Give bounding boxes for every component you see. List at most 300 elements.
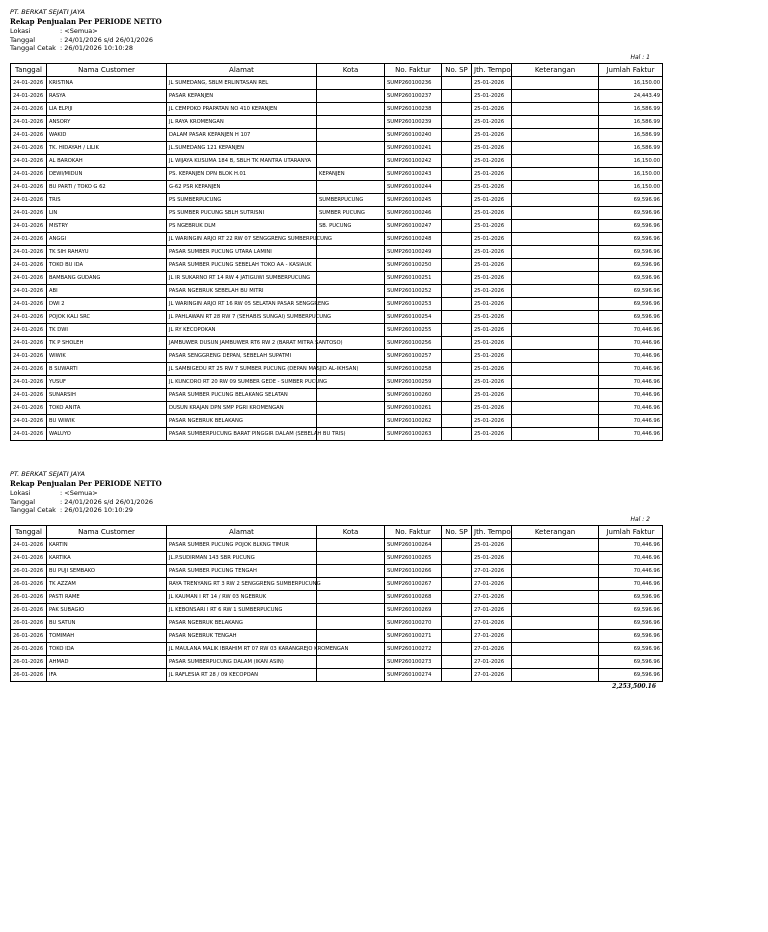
page-number: Hal : 1 [630, 53, 650, 61]
col-alamat-cell: DALAM PASAR KEPANJEN H 107 [167, 128, 317, 141]
col-kota-cell [317, 655, 385, 668]
table-row [11, 642, 663, 655]
col-no-faktur-cell: SUMP260100253 [385, 297, 442, 310]
col-kota-cell [317, 115, 385, 128]
col-alamat-cell: PASAR SUMBERPUCUNG BARAT PINGGIR DALAM (SEBELAH BU TRIS) [167, 427, 317, 440]
table-row [11, 297, 663, 310]
col-keterangan-cell [512, 551, 599, 564]
col-no-faktur-cell: SUMP260100262 [385, 414, 442, 427]
meta-tanggal [10, 498, 662, 507]
col-tanggal-cell: 26-01-2026 [11, 577, 47, 590]
col-keterangan-cell [512, 180, 599, 193]
col-jumlah-faktur-cell: 70,446.96 [599, 427, 663, 440]
col-alamat-cell: JL SUMEDANG, SBLM ERLINTASAN REL [167, 76, 317, 89]
company-name: PT. BERKAT SEJATI JAYA [10, 470, 85, 478]
col-jumlah-faktur-cell: 69,596.96 [599, 629, 663, 642]
col-kota-cell [317, 102, 385, 115]
col-tanggal-cell: 24-01-2026 [11, 349, 47, 362]
col-no-faktur-cell: SUMP260100268 [385, 590, 442, 603]
col-tanggal-cell: 24-01-2026 [11, 336, 47, 349]
col-tanggal-cell: 24-01-2026 [11, 284, 47, 297]
col-no-sp-cell [442, 232, 472, 245]
col-kota-cell [317, 629, 385, 642]
col-kota-cell [317, 590, 385, 603]
col-no-faktur-cell: SUMP260100251 [385, 271, 442, 284]
col-nama-customer-cell: TK AZZAM [47, 577, 167, 590]
col-tanggal-cell: 24-01-2026 [11, 89, 47, 102]
col-keterangan-cell [512, 388, 599, 401]
col-keterangan-cell [512, 89, 599, 102]
col-alamat-cell: PASAR SUMBER PUCUNG BELAKANG SELATAN [167, 388, 317, 401]
col-no-faktur-cell: SUMP260100269 [385, 603, 442, 616]
col-keterangan-cell [512, 590, 599, 603]
col-nama-customer-cell: BU WIWIK [47, 414, 167, 427]
table-row [11, 629, 663, 642]
col-no-sp-cell [442, 128, 472, 141]
col-jumlah-faktur-cell: 16,586.99 [599, 102, 663, 115]
table-row [11, 427, 663, 440]
col-jth-tempo-cell: 27-01-2026 [472, 629, 512, 642]
col-kota-cell: SUMBERPUCUNG [317, 193, 385, 206]
col-keterangan-cell [512, 128, 599, 141]
table-row [11, 375, 663, 388]
col-jth-tempo-cell: 27-01-2026 [472, 603, 512, 616]
col-no-sp-cell [442, 349, 472, 362]
col-tanggal-cell: 24-01-2026 [11, 297, 47, 310]
col-keterangan-cell [512, 427, 599, 440]
col-tanggal-cell: 26-01-2026 [11, 642, 47, 655]
col-tanggal-cell: 24-01-2026 [11, 206, 47, 219]
col-alamat-cell: PASAR SUMBER PUCUNG POJOK BLKNG TIMUR [167, 538, 317, 551]
col-tanggal-cell: 24-01-2026 [11, 401, 47, 414]
col-nama-customer-cell: LIA ELPIJI [47, 102, 167, 115]
col-kota-cell [317, 89, 385, 102]
col-no-sp-cell [442, 219, 472, 232]
col-tanggal-cell: 26-01-2026 [11, 564, 47, 577]
col-alamat-cell: JL MAULANA MALIK IBRAHIM RT 07 RW 03 KARANGREJO KROMENGAN [167, 642, 317, 655]
col-no-sp-cell [442, 284, 472, 297]
col-jth-tempo-cell: 25-01-2026 [472, 271, 512, 284]
table-row [11, 271, 663, 284]
col-nama-customer-cell: DEWI/MIDUN [47, 167, 167, 180]
col-tanggal-cell: 24-01-2026 [11, 167, 47, 180]
sales-table [10, 525, 663, 682]
col-nama-customer-cell: WAKID [47, 128, 167, 141]
col-no-faktur-cell: SUMP260100236 [385, 76, 442, 89]
meta-key: Tanggal [10, 497, 36, 506]
col-jth-tempo-cell: 25-01-2026 [472, 551, 512, 564]
col-alamat-cell: JL CEMPOKO PRAPATAN NO 410 KEPANJEN [167, 102, 317, 115]
col-no-faktur-cell: SUMP260100273 [385, 655, 442, 668]
col-alamat-cell: JL RY KECOPOKAN [167, 323, 317, 336]
col-jth-tempo-cell: 25-01-2026 [472, 180, 512, 193]
col-alamat-cell: JL WIJAYA KUSUMA 184 B, SBLH TK MANTRA UTARANYA [167, 154, 317, 167]
table-row [11, 538, 663, 551]
col-no-sp-cell [442, 245, 472, 258]
col-no-sp-cell [442, 362, 472, 375]
col-no-faktur-header: No. Faktur [385, 525, 442, 538]
col-jth-tempo-cell: 25-01-2026 [472, 310, 512, 323]
col-nama-customer-cell: ANSORY [47, 115, 167, 128]
col-jumlah-faktur-cell: 70,446.96 [599, 577, 663, 590]
table-row [11, 284, 663, 297]
col-no-sp-cell [442, 642, 472, 655]
col-no-sp-cell [442, 538, 472, 551]
col-jth-tempo-cell: 27-01-2026 [472, 577, 512, 590]
col-no-faktur-cell: SUMP260100238 [385, 102, 442, 115]
col-alamat-header: Alamat [167, 63, 317, 76]
table-row [11, 577, 663, 590]
col-nama-customer-cell: KRISTINA [47, 76, 167, 89]
col-no-sp-cell [442, 310, 472, 323]
col-tanggal-cell: 24-01-2026 [11, 219, 47, 232]
meta-key: Lokasi [10, 489, 31, 497]
col-keterangan-cell [512, 538, 599, 551]
col-kota-cell [317, 616, 385, 629]
col-jumlah-faktur-cell: 70,446.96 [599, 349, 663, 362]
table-row [11, 89, 663, 102]
col-jth-tempo-header: Jth. Tempo [472, 525, 512, 538]
col-tanggal-cell: 24-01-2026 [11, 310, 47, 323]
table-row [11, 141, 663, 154]
col-no-faktur-cell: SUMP260100246 [385, 206, 442, 219]
table-row [11, 154, 663, 167]
col-tanggal-cell: 26-01-2026 [11, 655, 47, 668]
meta-key: Tanggal Cetak [10, 44, 56, 52]
col-alamat-cell: JL WARINGIN ARJO RT 22 RW 07 SENGGRENG SUMBERPUCUNG [167, 232, 317, 245]
table-row [11, 349, 663, 362]
col-no-sp-cell [442, 401, 472, 414]
col-no-faktur-cell: SUMP260100263 [385, 427, 442, 440]
col-keterangan-cell [512, 629, 599, 642]
col-no-faktur-cell: SUMP260100245 [385, 193, 442, 206]
col-no-faktur-cell: SUMP260100260 [385, 388, 442, 401]
col-tanggal-cell: 24-01-2026 [11, 115, 47, 128]
col-tanggal-cell: 24-01-2026 [11, 375, 47, 388]
col-no-sp-cell [442, 193, 472, 206]
col-jumlah-faktur-cell: 69,596.96 [599, 193, 663, 206]
col-jumlah-faktur-cell: 69,596.96 [599, 271, 663, 284]
col-jumlah-faktur-cell: 70,446.96 [599, 336, 663, 349]
col-jumlah-faktur-cell: 16,150.00 [599, 180, 663, 193]
col-kota-cell [317, 577, 385, 590]
col-nama-customer-cell: LIN [47, 206, 167, 219]
col-no-faktur-cell: SUMP260100267 [385, 577, 442, 590]
col-jumlah-faktur-cell: 69,596.96 [599, 616, 663, 629]
col-tanggal-header: Tanggal [11, 63, 47, 76]
col-kota-cell [317, 401, 385, 414]
col-no-sp-cell [442, 167, 472, 180]
col-jth-tempo-cell: 25-01-2026 [472, 414, 512, 427]
col-jth-tempo-cell: 25-01-2026 [472, 323, 512, 336]
col-jumlah-faktur-cell: 70,446.96 [599, 551, 663, 564]
table-row [11, 590, 663, 603]
col-kota-cell: SUMBER PUCUNG [317, 206, 385, 219]
meta-key: Lokasi [10, 27, 31, 35]
col-tanggal-cell: 24-01-2026 [11, 323, 47, 336]
col-jth-tempo-cell: 25-01-2026 [472, 258, 512, 271]
col-jth-tempo-cell: 25-01-2026 [472, 154, 512, 167]
col-tanggal-cell: 24-01-2026 [11, 154, 47, 167]
col-nama-customer-cell: POJOK KALI SRC [47, 310, 167, 323]
col-no-faktur-cell: SUMP260100249 [385, 245, 442, 258]
col-jth-tempo-cell: 25-01-2026 [472, 193, 512, 206]
col-jumlah-faktur-header: Jumlah Faktur [599, 63, 663, 76]
col-alamat-cell: PASAR NGEBRUK BELAKANG [167, 616, 317, 629]
col-kota-cell [317, 128, 385, 141]
col-jumlah-faktur-cell: 69,596.96 [599, 590, 663, 603]
col-alamat-cell: PASAR NGEBRUK SEBELAH BU MITRI [167, 284, 317, 297]
table-row [11, 258, 663, 271]
col-no-faktur-cell: SUMP260100261 [385, 401, 442, 414]
meta-tanggal-cetak [10, 506, 662, 515]
col-tanggal-cell: 24-01-2026 [11, 551, 47, 564]
col-keterangan-header: Keterangan [512, 63, 599, 76]
table-row [11, 603, 663, 616]
col-no-faktur-cell: SUMP260100250 [385, 258, 442, 271]
col-tanggal-cell: 26-01-2026 [11, 590, 47, 603]
col-keterangan-cell [512, 375, 599, 388]
col-no-sp-cell [442, 180, 472, 193]
col-nama-customer-cell: WALUYO [47, 427, 167, 440]
col-jumlah-faktur-cell: 16,150.00 [599, 154, 663, 167]
col-no-sp-cell [442, 590, 472, 603]
col-nama-customer-cell: KARTIKA [47, 551, 167, 564]
col-kota-cell [317, 154, 385, 167]
col-tanggal-cell: 26-01-2026 [11, 668, 47, 681]
col-alamat-cell: PASAR SENGGRENG DEPAN, SEBELAH SUPATMI [167, 349, 317, 362]
col-nama-customer-cell: BAMBANG GUDANG [47, 271, 167, 284]
col-jumlah-faktur-cell: 70,446.96 [599, 388, 663, 401]
col-nama-customer-cell: BU PUJI SEMBAKO [47, 564, 167, 577]
col-keterangan-cell [512, 141, 599, 154]
report-title: Rekap Penjualan Per PERIODE NETTO [10, 17, 162, 26]
col-kota-cell [317, 76, 385, 89]
col-alamat-cell: JL RAYA KROMENGAN [167, 115, 317, 128]
col-no-faktur-cell: SUMP260100241 [385, 141, 442, 154]
col-alamat-cell: JL WARINGIN ARJO RT 16 RW 05 SELATAN PASAR SENGGRENG [167, 297, 317, 310]
col-alamat-cell: JL KEBONSARI I RT 6 RW 1 SUMBERPUCUNG [167, 603, 317, 616]
table-row [11, 388, 663, 401]
col-tanggal-cell: 24-01-2026 [11, 128, 47, 141]
col-alamat-cell: PS. KEPANJEN DPN BLOK H.01 [167, 167, 317, 180]
col-nama-customer-cell: YUSUF [47, 375, 167, 388]
col-alamat-cell: JL KUNCORO RT 20 RW 09 SUMBER GEDE - SUMBER PUCUNG [167, 375, 317, 388]
col-alamat-cell: DUSUN KRAJAN DPN SMP PGRI KROMENGAN [167, 401, 317, 414]
col-no-sp-cell [442, 375, 472, 388]
col-keterangan-cell [512, 284, 599, 297]
col-no-sp-cell [442, 141, 472, 154]
col-keterangan-cell [512, 603, 599, 616]
report-page-1 [10, 8, 662, 441]
col-no-sp-header: No. SP [442, 63, 472, 76]
col-keterangan-cell [512, 655, 599, 668]
col-jth-tempo-header: Jth. Tempo [472, 63, 512, 76]
col-jumlah-faktur-cell: 70,446.96 [599, 323, 663, 336]
col-kota-cell: KEPANJEN [317, 167, 385, 180]
col-tanggal-cell: 26-01-2026 [11, 629, 47, 642]
col-no-faktur-cell: SUMP260100266 [385, 564, 442, 577]
col-jth-tempo-cell: 25-01-2026 [472, 219, 512, 232]
col-no-faktur-cell: SUMP260100248 [385, 232, 442, 245]
col-jth-tempo-cell: 27-01-2026 [472, 668, 512, 681]
col-kota-cell [317, 414, 385, 427]
col-jth-tempo-cell: 25-01-2026 [472, 167, 512, 180]
col-jth-tempo-cell: 25-01-2026 [472, 388, 512, 401]
col-jth-tempo-cell: 25-01-2026 [472, 297, 512, 310]
col-keterangan-cell [512, 577, 599, 590]
col-keterangan-cell [512, 349, 599, 362]
col-jumlah-faktur-cell: 69,596.96 [599, 310, 663, 323]
col-jumlah-faktur-cell: 16,150.00 [599, 167, 663, 180]
col-jumlah-faktur-cell: 70,446.96 [599, 362, 663, 375]
col-keterangan-cell [512, 232, 599, 245]
col-jth-tempo-cell: 25-01-2026 [472, 362, 512, 375]
col-no-sp-cell [442, 577, 472, 590]
col-nama-customer-cell: DWI 2 [47, 297, 167, 310]
col-no-faktur-cell: SUMP260100264 [385, 538, 442, 551]
col-alamat-cell: PS NGEBRUK DLM [167, 219, 317, 232]
col-kota-cell [317, 668, 385, 681]
col-no-faktur-cell: SUMP260100243 [385, 167, 442, 180]
col-keterangan-cell [512, 616, 599, 629]
table-row [11, 115, 663, 128]
col-jth-tempo-cell: 25-01-2026 [472, 115, 512, 128]
col-no-faktur-cell: SUMP260100237 [385, 89, 442, 102]
col-no-faktur-cell: SUMP260100247 [385, 219, 442, 232]
col-kota-header: Kota [317, 63, 385, 76]
col-alamat-cell: PASAR NGEBRUK TENGAH [167, 629, 317, 642]
col-no-sp-cell [442, 154, 472, 167]
col-alamat-cell: RAYA TRENYANG RT 3 RW 2 SENGGRENG SUMBERPUCUNG [167, 577, 317, 590]
col-no-faktur-cell: SUMP260100242 [385, 154, 442, 167]
col-jth-tempo-cell: 25-01-2026 [472, 206, 512, 219]
col-jth-tempo-cell: 25-01-2026 [472, 336, 512, 349]
col-jth-tempo-cell: 27-01-2026 [472, 655, 512, 668]
col-kota-cell [317, 603, 385, 616]
table-row [11, 414, 663, 427]
col-no-faktur-cell: SUMP260100244 [385, 180, 442, 193]
col-keterangan-cell [512, 258, 599, 271]
col-nama-customer-cell: TK DWI [47, 323, 167, 336]
table-row [11, 206, 663, 219]
col-no-sp-cell [442, 564, 472, 577]
col-alamat-cell: JL SAMBIGEDU RT 25 RW 7 SUMBER PUCUNG (DEPAN MASJID AL-IKHSAN) [167, 362, 317, 375]
col-keterangan-cell [512, 167, 599, 180]
col-alamat-cell: JL RAFLESIA RT 28 / 09 KECOPOAN [167, 668, 317, 681]
col-no-sp-cell [442, 115, 472, 128]
col-jumlah-faktur-cell: 16,586.99 [599, 128, 663, 141]
col-tanggal-cell: 24-01-2026 [11, 388, 47, 401]
col-no-faktur-cell: SUMP260100240 [385, 128, 442, 141]
meta-tanggal-cetak [10, 44, 662, 53]
col-no-sp-cell [442, 655, 472, 668]
col-nama-customer-cell: ANGGI [47, 232, 167, 245]
col-no-sp-cell [442, 271, 472, 284]
col-keterangan-cell [512, 401, 599, 414]
col-nama-customer-cell: TK SIH RAHAYU [47, 245, 167, 258]
table-row [11, 616, 663, 629]
col-alamat-cell: JL IR SUKARNO RT 14 RW 4 JATIGUWI SUMBERPUCUNG [167, 271, 317, 284]
col-tanggal-header: Tanggal [11, 525, 47, 538]
table-row [11, 551, 663, 564]
col-keterangan-cell [512, 206, 599, 219]
col-no-faktur-cell: SUMP260100274 [385, 668, 442, 681]
col-kota-header: Kota [317, 525, 385, 538]
table-row [11, 323, 663, 336]
col-keterangan-cell [512, 271, 599, 284]
col-jumlah-faktur-cell: 70,446.96 [599, 538, 663, 551]
col-no-faktur-cell: SUMP260100258 [385, 362, 442, 375]
col-nama-customer-cell: AHMAD [47, 655, 167, 668]
table-header [11, 525, 663, 538]
col-jumlah-faktur-cell: 69,596.96 [599, 668, 663, 681]
col-nama-customer-cell: PASTI RAME [47, 590, 167, 603]
col-keterangan-cell [512, 193, 599, 206]
meta-key: Tanggal Cetak [10, 506, 56, 514]
col-jumlah-faktur-cell: 69,596.96 [599, 642, 663, 655]
col-keterangan-cell [512, 668, 599, 681]
table-row [11, 564, 663, 577]
col-jumlah-faktur-cell: 69,596.96 [599, 284, 663, 297]
col-keterangan-header: Keterangan [512, 525, 599, 538]
col-no-faktur-cell: SUMP260100255 [385, 323, 442, 336]
col-alamat-cell: PASAR SUMBERPUCUNG DALAM (IKAN ASIN) [167, 655, 317, 668]
col-no-faktur-cell: SUMP260100256 [385, 336, 442, 349]
col-no-sp-cell [442, 336, 472, 349]
col-no-faktur-cell: SUMP260100271 [385, 629, 442, 642]
col-nama-customer-cell: TOMIMAH [47, 629, 167, 642]
col-nama-customer-cell: WIWIK [47, 349, 167, 362]
table-row [11, 128, 663, 141]
col-jumlah-faktur-cell: 70,446.96 [599, 401, 663, 414]
col-no-sp-cell [442, 427, 472, 440]
table-row [11, 245, 663, 258]
col-no-sp-cell [442, 668, 472, 681]
col-jth-tempo-cell: 25-01-2026 [472, 89, 512, 102]
report-page-2 [10, 470, 662, 692]
col-nama-customer-cell: TK P SHOLEH [47, 336, 167, 349]
col-nama-customer-cell: MISTRY [47, 219, 167, 232]
col-tanggal-cell: 24-01-2026 [11, 245, 47, 258]
col-nama-customer-header: Nama Customer [47, 525, 167, 538]
col-alamat-cell: PS SUMBER PUCUNG SBLH SUTRISNI [167, 206, 317, 219]
col-kota-cell [317, 538, 385, 551]
table-row [11, 102, 663, 115]
meta-value: : 26/01/2026 10:10:28 [60, 44, 133, 52]
meta-value: : <Semua> [60, 27, 98, 35]
col-kota-cell [317, 180, 385, 193]
col-kota-cell [317, 323, 385, 336]
col-jth-tempo-cell: 27-01-2026 [472, 616, 512, 629]
col-jth-tempo-cell: 25-01-2026 [472, 284, 512, 297]
col-no-sp-cell [442, 414, 472, 427]
col-keterangan-cell [512, 102, 599, 115]
col-tanggal-cell: 24-01-2026 [11, 232, 47, 245]
col-jth-tempo-cell: 25-01-2026 [472, 141, 512, 154]
col-nama-customer-cell: TRIS [47, 193, 167, 206]
col-no-sp-cell [442, 629, 472, 642]
table-row [11, 167, 663, 180]
col-kota-cell [317, 349, 385, 362]
col-jumlah-faktur-header: Jumlah Faktur [599, 525, 663, 538]
meta-value: : 24/01/2026 s/d 26/01/2026 [60, 497, 154, 506]
col-tanggal-cell: 24-01-2026 [11, 427, 47, 440]
col-jumlah-faktur-cell: 70,446.96 [599, 414, 663, 427]
col-no-faktur-cell: SUMP260100259 [385, 375, 442, 388]
col-nama-customer-cell: TK. HIDAYAH / LILIK [47, 141, 167, 154]
col-keterangan-cell [512, 310, 599, 323]
